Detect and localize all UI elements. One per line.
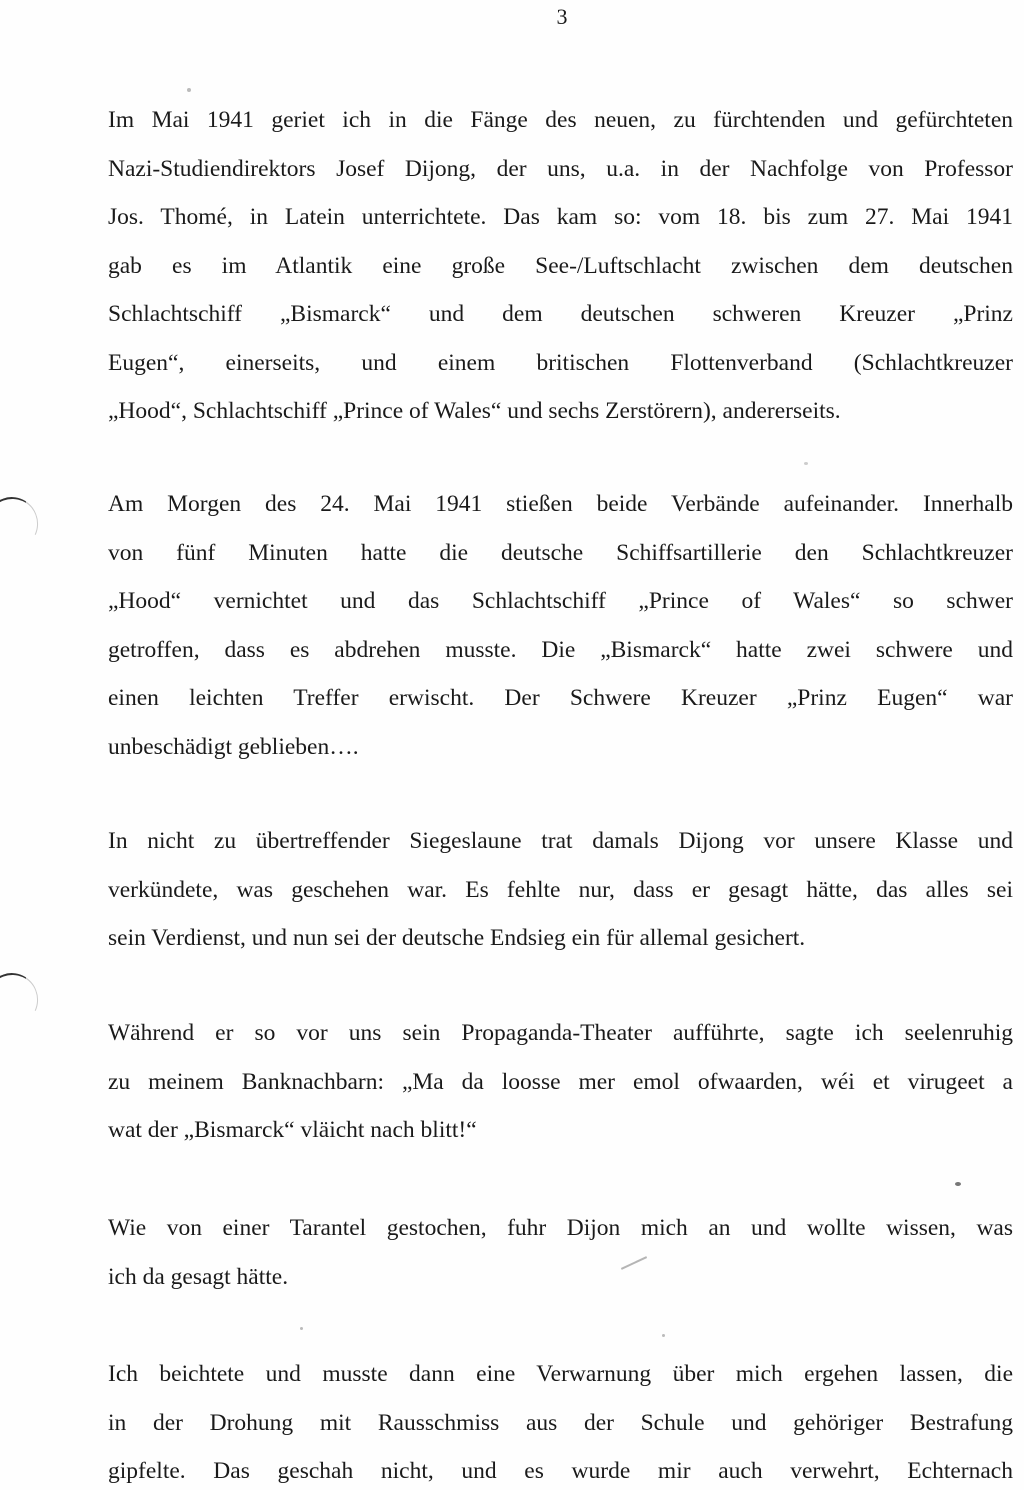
scan-speck (662, 1334, 665, 1337)
text-line: verkündete, was geschehen war. Es fehlte nur, dass er gesagt hätte, das alles sei (108, 876, 1013, 903)
scan-speck (300, 1327, 303, 1330)
paragraph-4 (108, 1009, 1013, 1155)
text-line: in der Drohung mit Rausschmiss aus der Schule und gehöriger Bestrafung (108, 1409, 1013, 1436)
paragraph-2 (108, 480, 1013, 771)
punch-hole-mark (0, 490, 45, 558)
paragraph-5 (108, 1204, 1013, 1301)
text-line: sein Verdienst, und nun sei der deutsche Endsieg ein für allemal gesichert. (108, 925, 806, 951)
text-line: gab es im Atlantik eine große See-/Luftschlacht zwischen dem deutschen (108, 252, 1013, 279)
text-line: Eugen“, einerseits, und einem britischen Flottenverband (Schlachtkreuzer (108, 349, 1013, 376)
text-line: „Hood“, Schlachtschiff „Prince of Wales“ und sechs Zerstörern), andererseits. (108, 398, 841, 424)
text-line: Nazi-Studiendirektors Josef Dijong, der uns, u.a. in der Nachfolge von Professor (108, 155, 1013, 182)
text-line: Im Mai 1941 geriet ich in die Fänge des neuen, zu fürchtenden und gefürchteten (108, 107, 1013, 133)
text-line: von fünf Minuten hatte die deutsche Schiffsartillerie den Schlachtkreuzer (108, 539, 1013, 566)
text-line: ich da gesagt hätte. (108, 1263, 289, 1290)
text-line: „Hood“ vernichtet und das Schlachtschiff „Prince of Wales“ so schwer (108, 588, 1013, 614)
text-line: wat der „Bismarck“ vläicht nach blitt!“ (108, 1117, 477, 1143)
text-line: Jos. Thomé, in Latein unterrichtete. Das kam so: vom 18. bis zum 27. Mai 1941 (108, 204, 1013, 230)
page-number: 3 (556, 4, 568, 29)
punch-hole-mark (0, 966, 45, 1034)
text-line: In nicht zu übertreffender Siegeslaune trat damals Dijong vor unsere Klasse und (108, 828, 1013, 854)
scan-speck (187, 88, 191, 92)
text-line: unbeschädigt geblieben…. (108, 733, 359, 760)
text-line: Schlachtschiff „Bismarck“ und dem deutschen schweren Kreuzer „Prinz (108, 301, 1013, 327)
text-line: zu meinem Banknachbarn: „Ma da loosse mer emol ofwaarden, wéi et virugeet a (108, 1068, 1013, 1095)
text-line: Am Morgen des 24. Mai 1941 stießen beide Verbände aufeinander. Innerhalb (108, 491, 1013, 517)
text-line: Wie von einer Tarantel gestochen, fuhr Dijon mich an und wollte wissen, was (108, 1215, 1013, 1241)
text-line: gipfelte. Das geschah nicht, und es wurde mir auch verwehrt, Echternach (108, 1458, 1013, 1484)
text-line: Ich beichtete und musste dann eine Verwarnung über mich ergehen lassen, die (108, 1361, 1013, 1387)
text-line: getroffen, dass es abdrehen musste. Die „Bismarck“ hatte zwei schwere und (108, 636, 1013, 663)
scan-speck (804, 462, 808, 465)
text-line: Während er so vor uns sein Propaganda-Theater aufführte, sagte ich seelenruhig (108, 1020, 1013, 1046)
paragraph-6 (108, 1350, 1013, 1496)
paragraph-3 (108, 817, 1013, 963)
scan-speck (955, 1182, 961, 1186)
text-line: einen leichten Treffer erwischt. Der Schwere Kreuzer „Prinz Eugen“ war (108, 685, 1013, 711)
paragraph-1 (108, 96, 1013, 436)
